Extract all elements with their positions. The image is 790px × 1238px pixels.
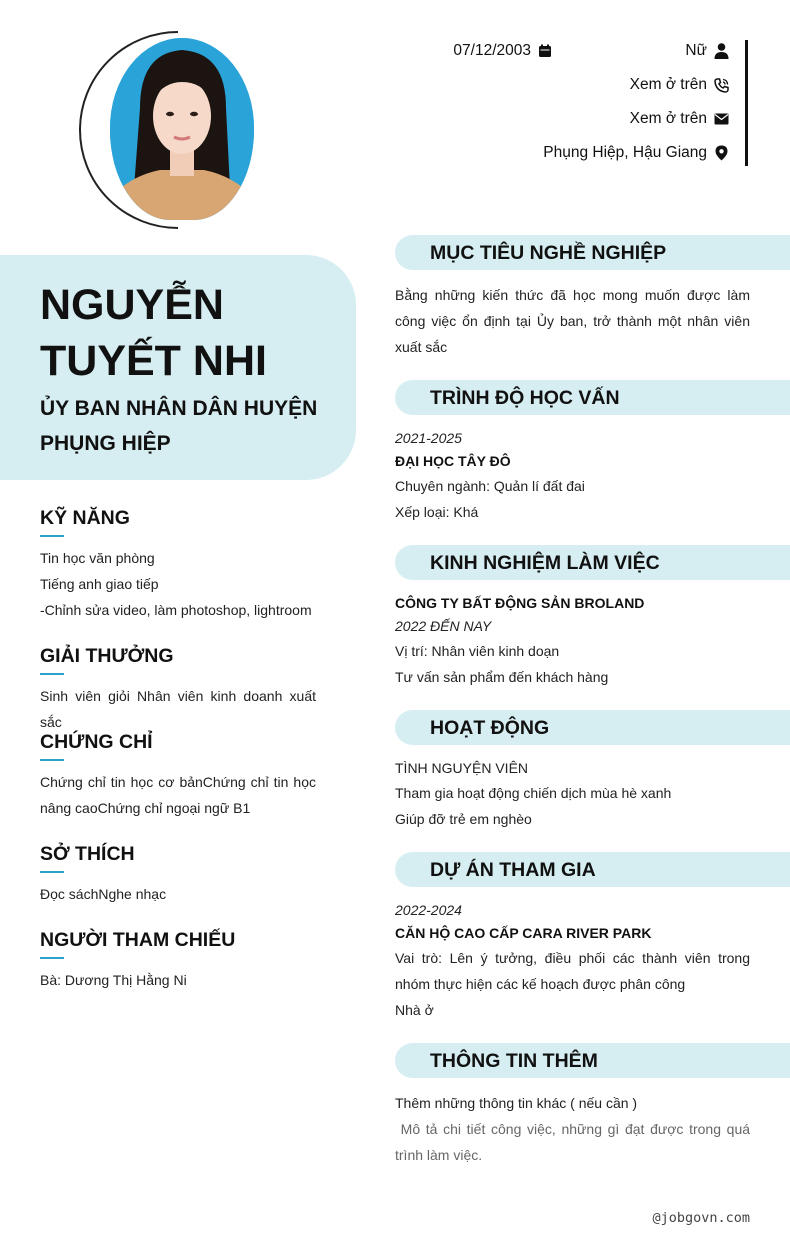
- profile-photo: [110, 38, 254, 220]
- full-name: NGUYỄN TUYẾT NHI: [40, 281, 267, 385]
- address-row: [543, 144, 729, 162]
- experience-period: 2022 ĐẾN NAY: [395, 618, 492, 634]
- phone-value: Xem ở trên: [629, 76, 707, 93]
- extra-line2: Mô tả chi tiết công việc, những gì đạt được trong quá trình làm việc.: [395, 1121, 754, 1163]
- hobbies-text: Đọc sáchNghe nhạc: [40, 886, 167, 902]
- envelope-icon: [713, 111, 729, 127]
- references-text: Bà: Dương Thị Hằng Ni: [40, 972, 187, 988]
- gender-value: Nữ: [685, 42, 707, 59]
- projects-title: DỰ ÁN THAM GIA: [430, 859, 596, 881]
- education-title: TRÌNH ĐỘ HỌC VẤN: [430, 387, 620, 409]
- dob-value: 07/12/2003: [453, 42, 531, 59]
- extra-line1: Thêm những thông tin khác ( nếu cần ): [395, 1095, 638, 1111]
- skills-rule: [40, 535, 64, 537]
- email-row: [630, 110, 729, 128]
- activities-header: [395, 710, 790, 745]
- projects-role: Vai trò: Lên ý tưởng, điều phối các thành viên trong nhóm thực hiện các kế hoạch được phân công: [395, 950, 750, 992]
- phone-icon: [713, 77, 729, 93]
- gender-row: [685, 42, 729, 60]
- experience-header: [395, 545, 790, 580]
- skill-item: -Chỉnh sửa video, làm photoshop, lightroom: [40, 602, 312, 618]
- experience-description: Tư vấn sản phẩm đến khách hàng: [395, 669, 609, 685]
- hobbies-rule: [40, 871, 64, 873]
- person-icon: [713, 43, 729, 59]
- education-header: [395, 380, 790, 415]
- activities-title: HOẠT ĐỘNG: [430, 717, 550, 739]
- skills-title: KỸ NĂNG: [40, 507, 130, 529]
- extra-title: THÔNG TIN THÊM: [430, 1050, 598, 1072]
- calendar-icon: [537, 43, 553, 59]
- name-panel: [0, 255, 356, 480]
- projects-period: 2022-2024: [395, 902, 462, 918]
- experience-company: CÔNG TY BẤT ĐỘNG SẢN BROLAND: [395, 595, 645, 611]
- projects-type: Nhà ở: [395, 1002, 434, 1018]
- education-grade: Xếp loại: Khá: [395, 504, 479, 520]
- activities-role: TÌNH NGUYỆN VIÊN: [395, 760, 529, 776]
- dob-row: [453, 42, 553, 60]
- projects-header: [395, 852, 790, 887]
- awards-title: GIẢI THƯỞNG: [40, 645, 174, 667]
- extra-header: [395, 1043, 790, 1078]
- phone-row: [630, 76, 729, 94]
- experience-position: Vị trí: Nhân viên kinh doạn: [395, 643, 560, 659]
- certs-rule: [40, 759, 64, 761]
- organization: ỦY BAN NHÂN DÂN HUYỆN PHỤNG HIỆP: [40, 397, 318, 455]
- skill-item: Tiếng anh giao tiếp: [40, 576, 159, 592]
- objective-header: [395, 235, 790, 270]
- awards-text: Sinh viên giỏi Nhân viên kinh doanh xuất sắc: [40, 688, 316, 730]
- skill-item: Tin học văn phòng: [40, 550, 155, 566]
- email-value: Xem ở trên: [629, 110, 707, 127]
- footer-watermark: @jobgovn.com: [652, 1210, 750, 1226]
- objective-text: Bằng những kiến thức đã học mong muốn được làm công việc ổn định tại Ủy ban, trở thành một nhân viên xuất sắc: [395, 287, 750, 355]
- location-pin-icon: [713, 145, 729, 161]
- certs-title: CHỨNG CHỈ: [40, 731, 153, 753]
- certs-text: Chứng chỉ tin học cơ bảnChứng chỉ tin học nâng caoChứng chỉ ngoại ngữ B1: [40, 774, 316, 816]
- references-title: NGƯỜI THAM CHIẾU: [40, 929, 236, 951]
- experience-title: KINH NGHIỆM LÀM VIỆC: [430, 552, 660, 574]
- objective-title: MỤC TIÊU NGHỀ NGHIỆP: [430, 242, 667, 264]
- activities-line2: Giúp đỡ trẻ em nghèo: [395, 811, 532, 827]
- hobbies-title: SỞ THÍCH: [40, 843, 135, 865]
- address-value: Phụng Hiệp, Hậu Giang: [543, 144, 707, 161]
- education-period: 2021-2025: [395, 430, 462, 446]
- activities-line1: Tham gia hoạt động chiến dịch mùa hè xanh: [395, 785, 672, 801]
- references-rule: [40, 957, 64, 959]
- education-school: ĐẠI HỌC TÂY ĐÔ: [395, 453, 511, 469]
- skills-list: [40, 545, 316, 623]
- awards-rule: [40, 673, 64, 675]
- projects-name: CĂN HỘ CAO CẤP CARA RIVER PARK: [395, 925, 652, 941]
- education-major: Chuyên ngành: Quản lí đất đai: [395, 478, 585, 494]
- contact-block: [408, 40, 748, 166]
